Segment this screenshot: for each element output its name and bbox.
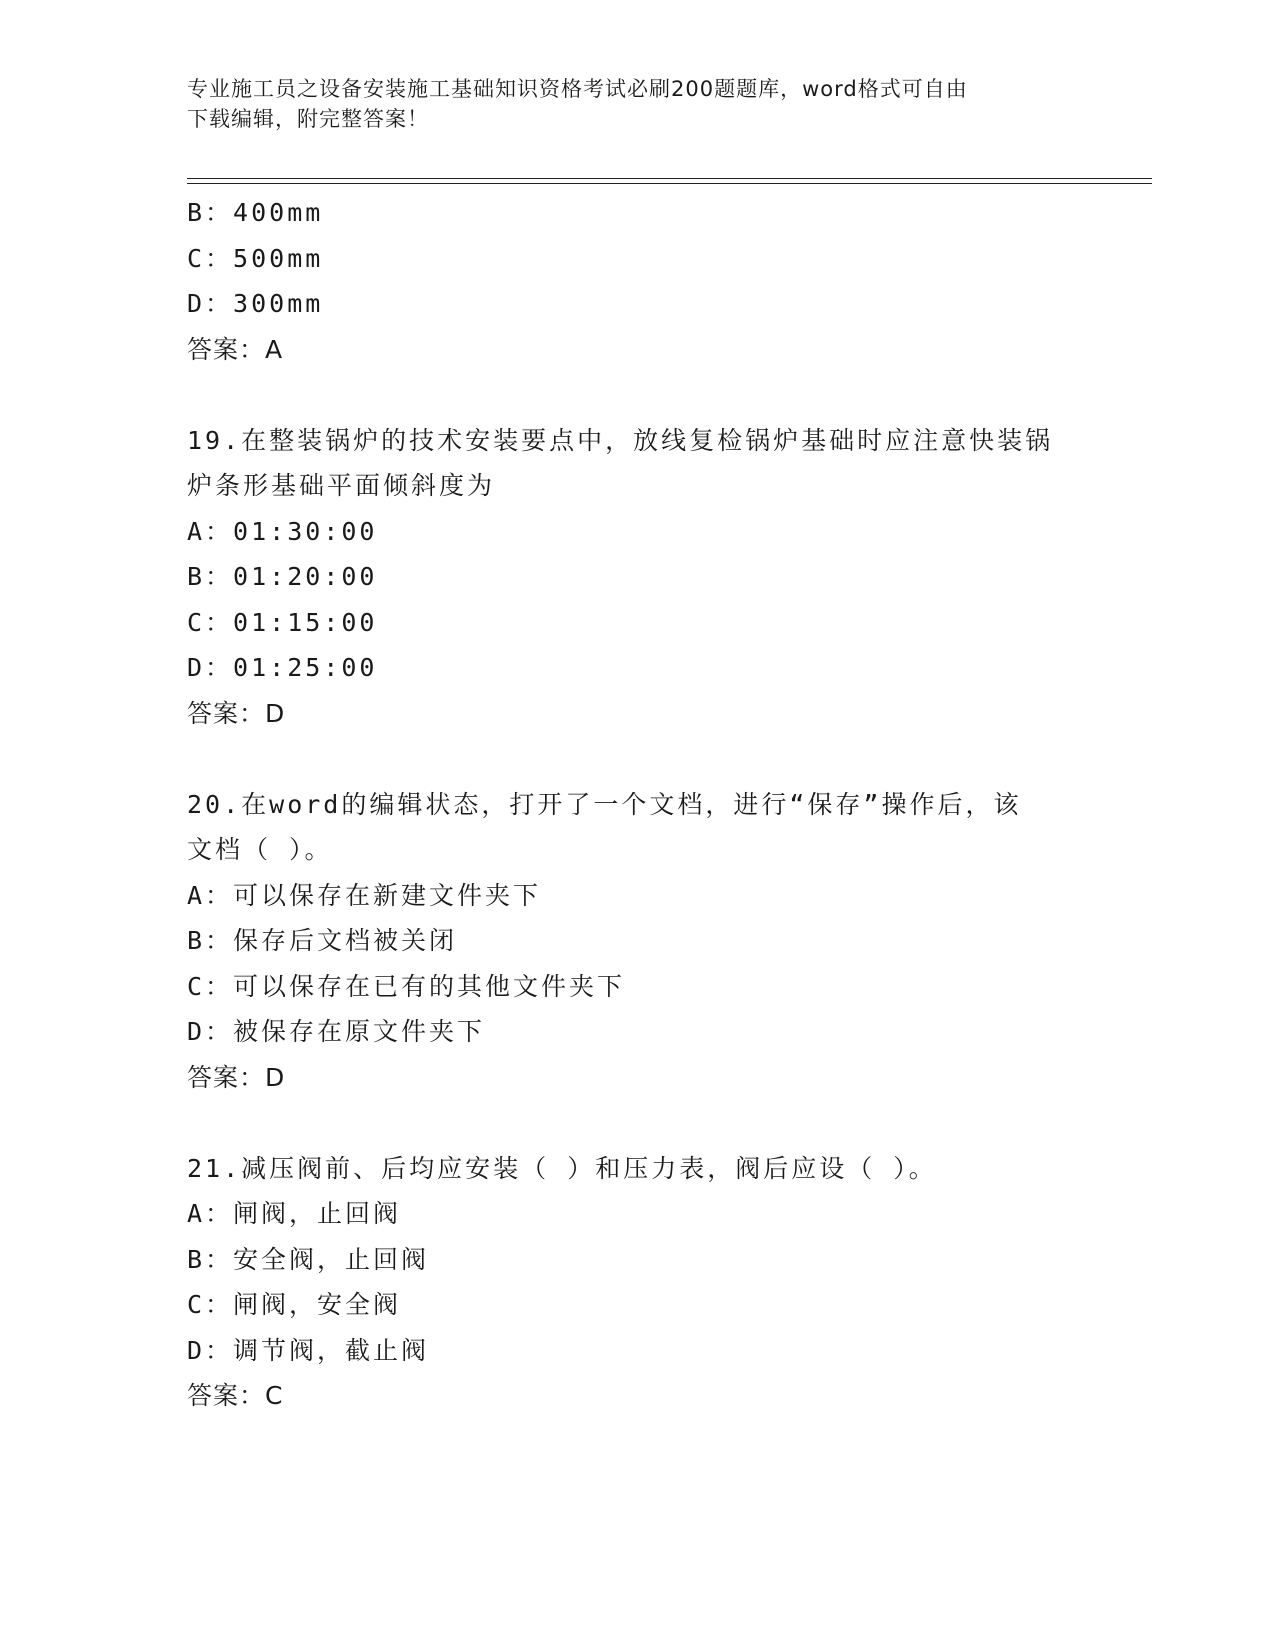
option-b: B：01:20:00 xyxy=(187,562,378,591)
option-b: B：安全阀，止回阀 xyxy=(187,1244,430,1274)
answer: 答案：D xyxy=(187,698,286,728)
option-a: A：01:30:00 xyxy=(187,516,378,546)
question-stem-continued: 炉条形基础平面倾斜度为 xyxy=(187,471,496,500)
option-a: A：可以保存在新建文件夹下 xyxy=(187,880,542,910)
answer: 答案：D xyxy=(187,1062,286,1092)
question-19 xyxy=(187,418,1087,737)
question-stem: 21.减压阀前、后均应安装（ ）和压力表，阀后应设（ ）。 xyxy=(187,1153,937,1183)
option-b: B：保存后文档被关闭 xyxy=(187,926,458,955)
header-line-1: 专业施工员之设备安装施工基础知识资格考试必刷200题题库，word格式可自由 xyxy=(187,77,968,101)
option-d: D：01:25:00 xyxy=(187,653,378,682)
document-header xyxy=(187,74,1067,134)
header-divider-top xyxy=(187,178,1152,179)
previous-question-tail xyxy=(187,190,1087,372)
option-b: B：400mm xyxy=(187,198,324,227)
option-c: C：可以保存在已有的其他文件夹下 xyxy=(187,971,626,1001)
question-list xyxy=(187,190,1087,1419)
option-c: C：500mm xyxy=(187,243,324,273)
question-stem: 20.在word的编辑状态，打开了一个文档，进行“保存”操作后，该 xyxy=(187,789,1022,819)
question-stem: 19.在整装锅炉的技术安装要点中，放线复检锅炉基础时应注意快装锅 xyxy=(187,425,1054,455)
question-stem-continued: 文档（ ）。 xyxy=(187,835,333,864)
option-a: A：闸阀，止回阀 xyxy=(187,1199,402,1228)
option-d: D：调节阀，截止阀 xyxy=(187,1335,430,1365)
question-21 xyxy=(187,1146,1087,1419)
option-c: C：闸阀，安全阀 xyxy=(187,1290,402,1319)
header-divider-bottom xyxy=(187,183,1152,184)
answer: 答案：C xyxy=(187,1381,284,1410)
option-d: D：300mm xyxy=(187,289,324,318)
answer: 答案：A xyxy=(187,334,284,364)
option-c: C：01:15:00 xyxy=(187,607,378,637)
header-line-2: 下载编辑，附完整答案！ xyxy=(187,107,429,131)
option-d: D：被保存在原文件夹下 xyxy=(187,1017,486,1046)
question-20 xyxy=(187,782,1087,1101)
